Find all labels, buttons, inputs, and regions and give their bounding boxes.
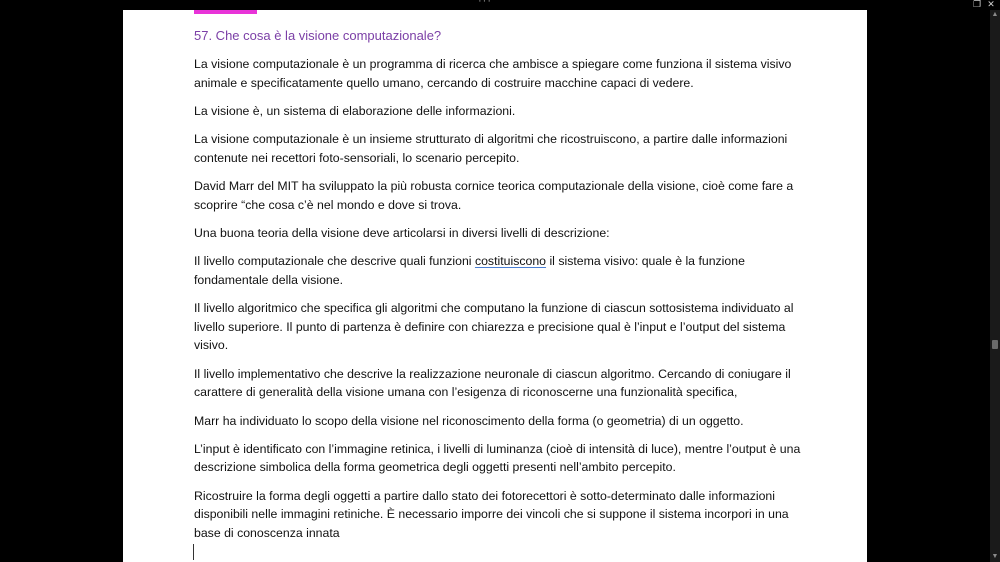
window-handle[interactable]: ···: [478, 0, 492, 7]
paragraph-4[interactable]: David Marr del MIT ha sviluppato la più robusta cornice teorica computazionale della visione, cioè come fare a scoprire “che cosa c’è nel mondo e dove si trova.: [194, 179, 794, 212]
page-title: 57. Che cosa è la visione computazionale?: [194, 28, 442, 43]
document-page[interactable]: [123, 10, 867, 562]
paragraph-11[interactable]: Ricostruire la forma degli oggetti a partire dallo stato dei fotorecettori è sotto-determinato dalle informazioni disponibili nelle immagini retiniche. È necessario imporre dei vincoli che si suppone il sistema incorpori in una base di conoscenza innata: [194, 488, 789, 541]
scroll-up-arrow-icon[interactable]: ▲: [991, 11, 999, 18]
paragraph-6[interactable]: [194, 252, 804, 289]
paragraph-7[interactable]: Il livello algoritmico che specifica gli algoritmi che computano la funzione di ciascun sottosistema individuato al livello superiore. Il punto di partenza è definire con chiarezza e precisione qual è l’input e l’output del sistema visivo.: [194, 301, 794, 353]
paragraph-1[interactable]: La visione computazionale è un programma di ricerca che ambisce a spiegare come funziona il sistema visivo animale e specificatamente quello umano, cercando di costruire macchine capaci di vedere.: [194, 57, 792, 90]
close-button[interactable]: ✕: [987, 0, 995, 9]
title-bar: [0, 0, 1000, 10]
restore-button[interactable]: ❐: [972, 0, 982, 9]
document-body[interactable]: [194, 26, 804, 552]
paragraph-5[interactable]: Una buona teoria della visione deve articolarsi in diversi livelli di descrizione:: [194, 225, 610, 240]
spellcheck-flagged-word[interactable]: costituiscono: [474, 254, 547, 269]
paragraph-8[interactable]: Il livello implementativo che descrive la realizzazione neuronale di ciascun algoritmo. Cercando di coniugare il carattere di generalità della visione umana con l’esigenza di riconoscerne una funzionalità specifica,: [194, 366, 791, 400]
scrollbar-thumb[interactable]: [992, 340, 998, 349]
paragraph-6-end: il sistema visivo: quale è la funzione fondamentale della visione.: [194, 254, 745, 287]
paragraph-9[interactable]: Marr ha individuato lo scopo della visione nel riconoscimento della forma (o geometria) di un oggetto.: [194, 413, 744, 428]
paragraph-6-start: Il livello computazionale che descrive quali funzioni: [194, 254, 475, 269]
paragraph-2[interactable]: La visione è, un sistema di elaborazione delle informazioni.: [194, 103, 516, 118]
paragraph-3[interactable]: La visione computazionale è un insieme strutturato di algoritmi che ricostruiscono, a partire dalle informazioni contenute nei recettori foto-sensoriali, lo scenario percepito.: [194, 132, 788, 165]
scroll-down-arrow-icon[interactable]: ▼: [991, 553, 999, 560]
text-cursor: [193, 544, 194, 560]
paragraph-10[interactable]: L’input è identificato con l’immagine retinica, i livelli di luminanza (cioè di intensità di luce), mentre l’output è una descrizione simbolica della forma geometrica degli oggetti presenti nell’ambito percepito.: [194, 441, 801, 475]
vertical-scrollbar[interactable]: [990, 10, 1000, 562]
highlighted-text-fragment: [194, 10, 257, 14]
